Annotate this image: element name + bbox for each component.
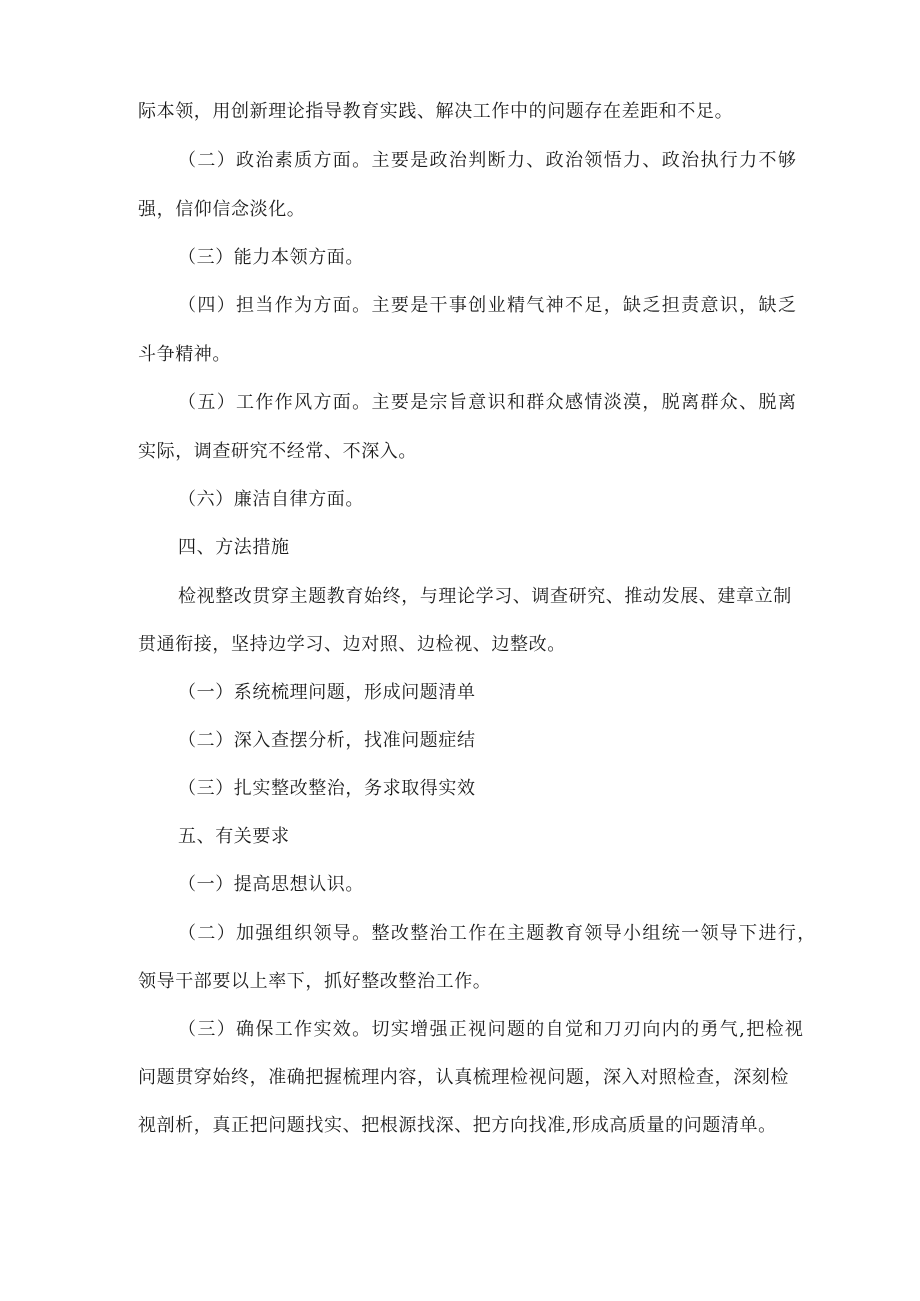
paragraph-line: 检视整改贯穿主题教育始终，与理论学习、调查研究、推动发展、建章立制 [178,586,792,607]
paragraph-line: （一）提高思想认识。 [178,874,364,895]
paragraph-line: 强，信仰信念淡化。 [138,199,306,220]
paragraph-line: 问题贯穿始终，准确把握梳理内容，认真梳理检视问题，深入对照检查，深刻检 [138,1067,789,1088]
paragraph-line: （五）工作作风方面。主要是宗旨意识和群众感情淡漠，脱离群众、脱离 [178,392,798,413]
paragraph-line: （二）深入查摆分析，找准问题症结 [178,730,476,751]
paragraph-line: 领导干部要以上率下，抓好整改整治工作。 [138,971,492,992]
paragraph-line: 际本领，用创新理论指导教育实践、解决工作中的问题存在差距和不足。 [138,101,734,122]
paragraph-line: （三）确保工作实效。切实增强正视问题的自觉和刀刃向内的勇气,把检视 [178,1019,805,1040]
paragraph-line: （四）担当作为方面。主要是干事创业精气神不足，缺乏担责意识，缺乏 [178,295,798,316]
paragraph-line: 贯通衔接，坚持边学习、边对照、边检视、边整改。 [138,634,566,655]
section-heading: 四、方法措施 [178,537,290,558]
paragraph-line: （一）系统梳理问题，形成问题清单 [178,682,476,703]
section-heading: 五、有关要求 [178,826,290,847]
paragraph-line: 实际，调查研究不经常、不深入。 [138,441,417,462]
paragraph-line: 视剖析，真正把问题找实、把根源找深、把方向找准,形成高质量的问题清单。 [138,1115,777,1136]
paragraph-line: （三）能力本领方面。 [178,247,364,268]
paragraph-line: （六）廉洁自律方面。 [178,489,364,510]
paragraph-line: 斗争精神。 [138,344,231,365]
paragraph-line: （二）加强组织领导。整改整治工作在主题教育领导小组统一领导下进行， [178,923,817,944]
paragraph-line: （三）扎实整改整治，务求取得实效 [178,778,476,799]
paragraph-line: （二）政治素质方面。主要是政治判断力、政治领悟力、政治执行力不够 [178,150,798,171]
